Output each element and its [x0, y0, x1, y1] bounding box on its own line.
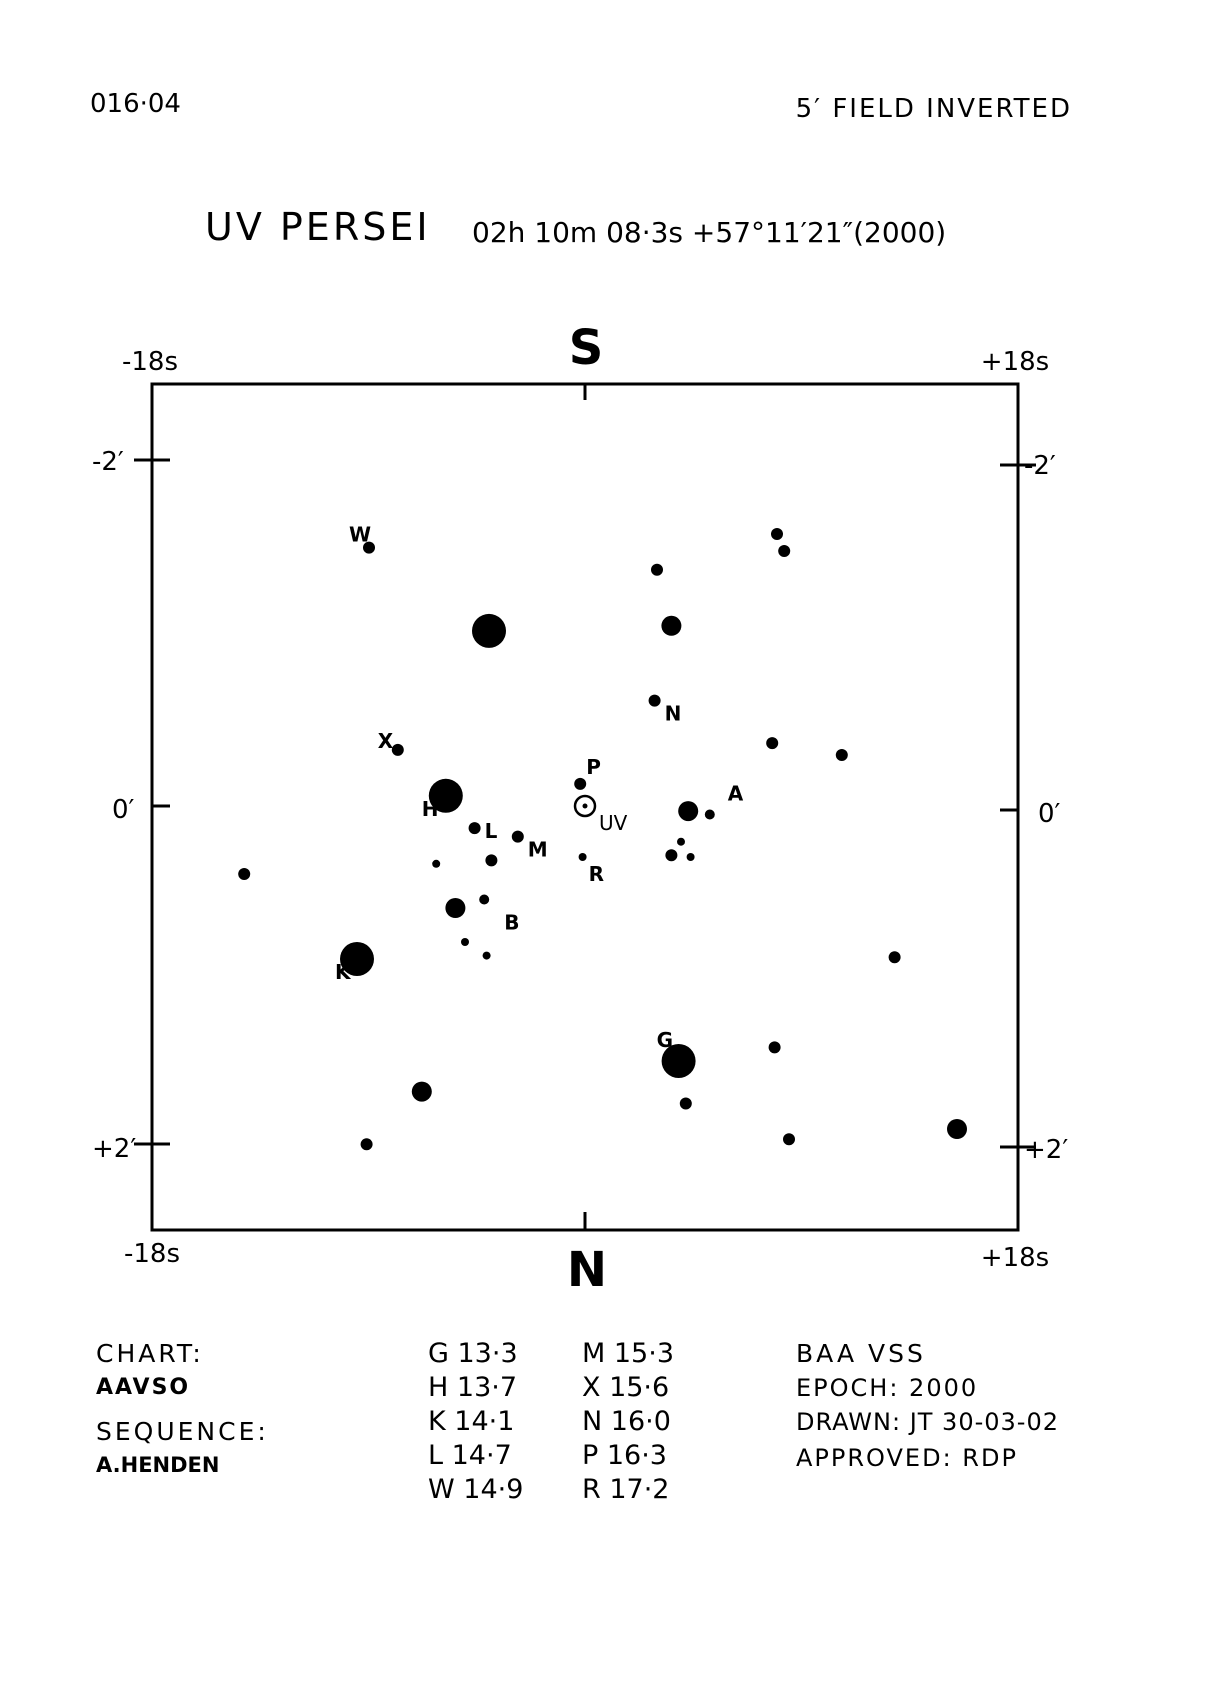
- label-left-lower-dec: +2′: [92, 1134, 137, 1164]
- label-top-left-ra: -18s: [121, 347, 179, 377]
- label-right-mid-dec: 0′: [1038, 799, 1061, 829]
- sequence-entry: H 13·7: [428, 1372, 518, 1403]
- sequence-entry: X 15·6: [582, 1372, 670, 1403]
- star-label-h: H: [421, 796, 439, 821]
- field-star: [483, 952, 491, 960]
- star-label-g: G: [656, 1028, 674, 1052]
- variable-star-label: UV: [599, 811, 628, 835]
- field-note: 5′ FIELD INVERTED: [795, 94, 1072, 124]
- sequence-entry: M 15·3: [582, 1338, 674, 1369]
- approved-by: APPROVED: RDP: [796, 1444, 1018, 1472]
- sequence-entry: N 16·0: [582, 1406, 671, 1437]
- field-star: [472, 614, 506, 648]
- star-name: UV PERSEI: [205, 205, 431, 249]
- field-star: [766, 737, 778, 749]
- field-star: [783, 1133, 795, 1145]
- sequence-column-1: [428, 1338, 523, 1505]
- sequence-heading: SEQUENCE:: [96, 1417, 269, 1446]
- label-left-upper-dec: -2′: [92, 447, 124, 477]
- label-left-mid-dec: 0′: [112, 795, 135, 825]
- variable-star-center: [583, 804, 588, 809]
- organization: BAA VSS: [796, 1339, 926, 1368]
- field-star: [432, 860, 440, 868]
- field-star: [485, 854, 497, 866]
- star-label-k: K: [335, 960, 351, 984]
- compass-south: S: [568, 320, 604, 376]
- sequence-column-2: [582, 1338, 674, 1505]
- star-b: [479, 895, 489, 905]
- drawn-by: DRAWN: JT 30-03-02: [796, 1408, 1059, 1436]
- sequence-entry: G 13·3: [428, 1338, 518, 1369]
- star-label-p: P: [586, 754, 601, 779]
- field-star: [680, 1098, 692, 1110]
- sequence-entry: W 14·9: [428, 1474, 524, 1505]
- label-right-lower-dec: +2′: [1024, 1135, 1069, 1165]
- star-label-x: X: [377, 728, 394, 753]
- epoch: EPOCH: 2000: [796, 1374, 979, 1402]
- field-star: [412, 1082, 432, 1102]
- field-star: [836, 749, 848, 761]
- chart-source: AAVSO: [96, 1375, 191, 1400]
- star-l: [469, 822, 481, 834]
- star-label-w: W: [349, 522, 372, 547]
- field-star: [665, 849, 677, 861]
- chart-heading: CHART:: [96, 1339, 204, 1368]
- star-label-b: B: [504, 910, 520, 935]
- field-star: [769, 1041, 781, 1053]
- star-label-r: R: [588, 862, 605, 886]
- field-star: [947, 1119, 967, 1139]
- compass-north: N: [566, 1242, 608, 1298]
- field-star: [238, 868, 250, 880]
- field-star: [889, 951, 901, 963]
- sequence-entry: L 14·7: [428, 1440, 512, 1471]
- star-r: [579, 853, 587, 861]
- sequence-entry: K 14·1: [428, 1406, 515, 1437]
- field-star: [361, 1138, 373, 1150]
- star-a: [705, 810, 715, 820]
- field-star: [461, 938, 469, 946]
- field-star: [661, 616, 681, 636]
- field-star: [445, 898, 465, 918]
- label-right-upper-dec: -2′: [1024, 451, 1056, 481]
- star-x: [392, 744, 404, 756]
- field-star: [687, 853, 695, 861]
- star-label-n: N: [664, 701, 682, 726]
- sequence-source: A.HENDEN: [96, 1453, 220, 1477]
- star-label-l: L: [484, 819, 498, 844]
- star-n: [649, 695, 661, 707]
- field-star: [677, 838, 685, 846]
- field-star: [778, 545, 790, 557]
- star-label-a: A: [727, 781, 744, 806]
- star-p: [574, 778, 586, 790]
- field-star: [651, 564, 663, 576]
- sequence-entry: R 17·2: [582, 1474, 670, 1505]
- field-star: [771, 528, 783, 540]
- label-bottom-left-ra: -18s: [123, 1239, 181, 1269]
- star-field: [238, 523, 967, 1151]
- star-m: [512, 831, 524, 843]
- sequence-entry: P 16·3: [582, 1440, 667, 1471]
- field-star: [678, 801, 698, 821]
- label-bottom-right-ra: +18s: [980, 1243, 1050, 1273]
- star-coordinates: 02h 10m 08·3s +57°11′21″(2000): [472, 216, 947, 249]
- chart-number: 016·04: [90, 89, 181, 119]
- star-label-m: M: [527, 837, 548, 862]
- label-top-right-ra: +18s: [980, 347, 1050, 377]
